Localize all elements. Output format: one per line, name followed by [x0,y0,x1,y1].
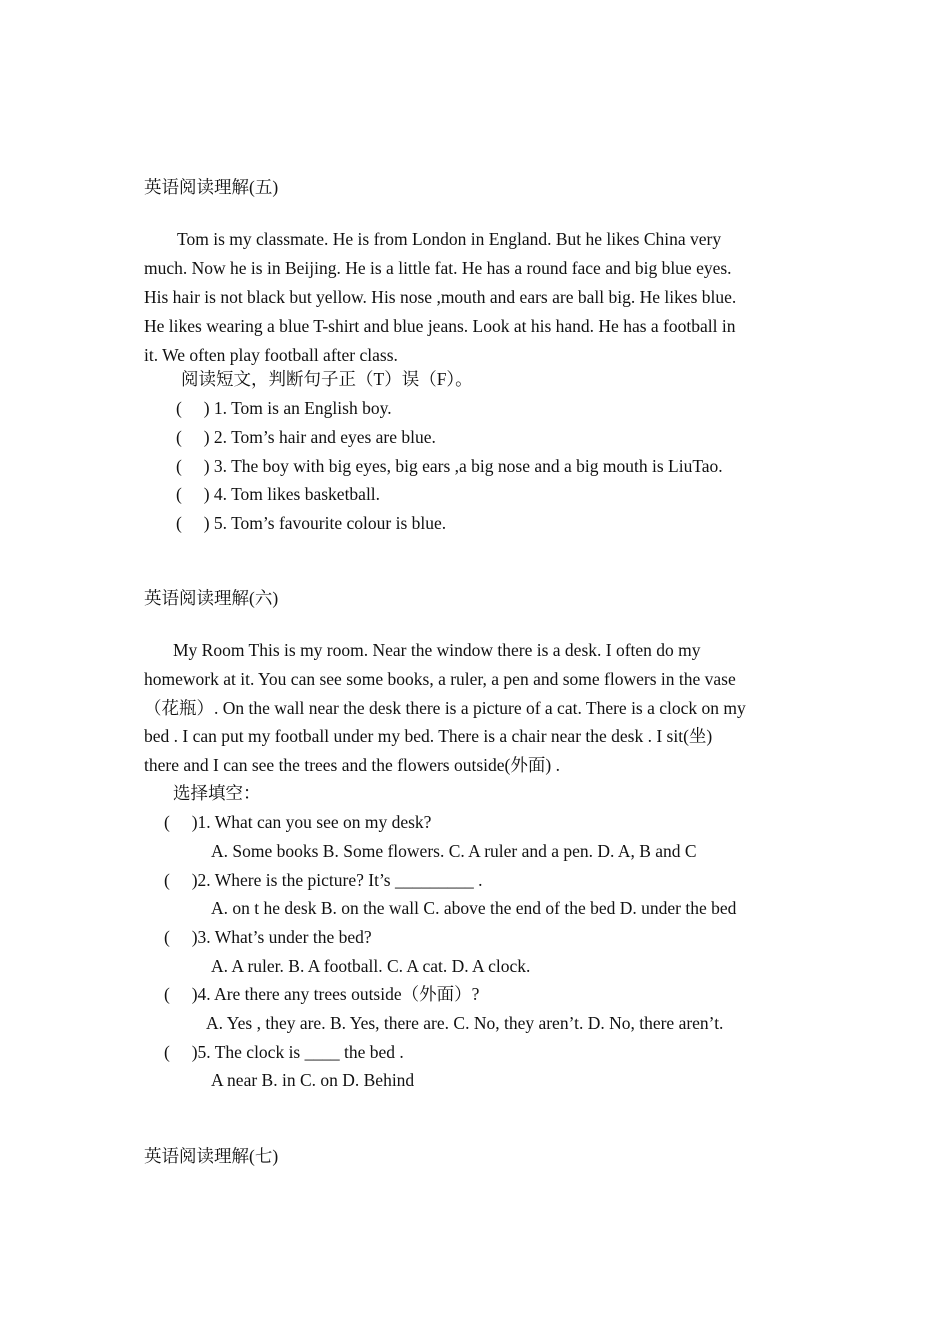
passage-line: He likes wearing a blue T-shirt and blue jeans. Look at his hand. He has a football in [144,316,736,336]
choices: A. Yes , they are. B. Yes, there are. C. No, they aren’t. D. No, there aren’t. [206,1013,724,1033]
instruction: 选择填空： [173,783,261,803]
passage-line: （花瓶）. On the wall near the desk there is a picture of a cat. There is a clock on my [144,698,746,718]
choices: A. Some books B. Some flowers. C. A ruler and a pen. D. A, B and C [211,841,697,861]
question: ( )5. The clock is ____ the bed . [164,1042,404,1062]
tf-item: ( ) 1. Tom is an English boy. [176,398,392,418]
passage-line: bed . I can put my football under my bed. There is a chair near the desk . I sit(坐) [144,726,713,746]
tf-item: ( ) 2. Tom’s hair and eyes are blue. [176,427,436,447]
section-title-7: 英语阅读理解(七) [144,1146,279,1166]
passage-line: homework at it. You can see some books, a ruler, a pen and some flowers in the vase [144,669,736,689]
instruction: 阅读短文，判断句子正（T）误（F）。 [181,369,473,389]
choices: A. A ruler. B. A football. C. A cat. D. A clock. [211,956,531,976]
section-title-5: 英语阅读理解(五) [144,177,279,197]
tf-item: ( ) 4. Tom likes basketball. [176,484,381,504]
passage-line: it. We often play football after class. [144,345,398,365]
question: ( )4. Are there any trees outside（外面）? [164,984,480,1004]
question: ( )1. What can you see on my desk? [164,812,432,832]
passage-line: much. Now he is in Beijing. He is a little fat. He has a round face and big blue eyes. [144,258,732,278]
question: ( )2. Where is the picture? It’s _________ . [164,870,483,890]
passage-line: Tom is my classmate. He is from London in England. But he likes China very [177,229,722,249]
tf-item: ( ) 5. Tom’s favourite colour is blue. [176,513,447,533]
choices: A near B. in C. on D. Behind [211,1070,415,1090]
passage-line: there and I can see the trees and the flowers outside(外面) . [144,755,560,775]
passage-line: His hair is not black but yellow. His nose ,mouth and ears are ball big. He likes blue. [144,287,737,307]
passage-line: My Room This is my room. Near the window there is a desk. I often do my [173,640,701,660]
section-title-6: 英语阅读理解(六) [144,588,279,608]
choices: A. on t he desk B. on the wall C. above the end of the bed D. under the bed [211,898,737,918]
question: ( )3. What’s under the bed? [164,927,372,947]
tf-item: ( ) 3. The boy with big eyes, big ears ,a big nose and a big mouth is LiuTao. [176,456,723,476]
